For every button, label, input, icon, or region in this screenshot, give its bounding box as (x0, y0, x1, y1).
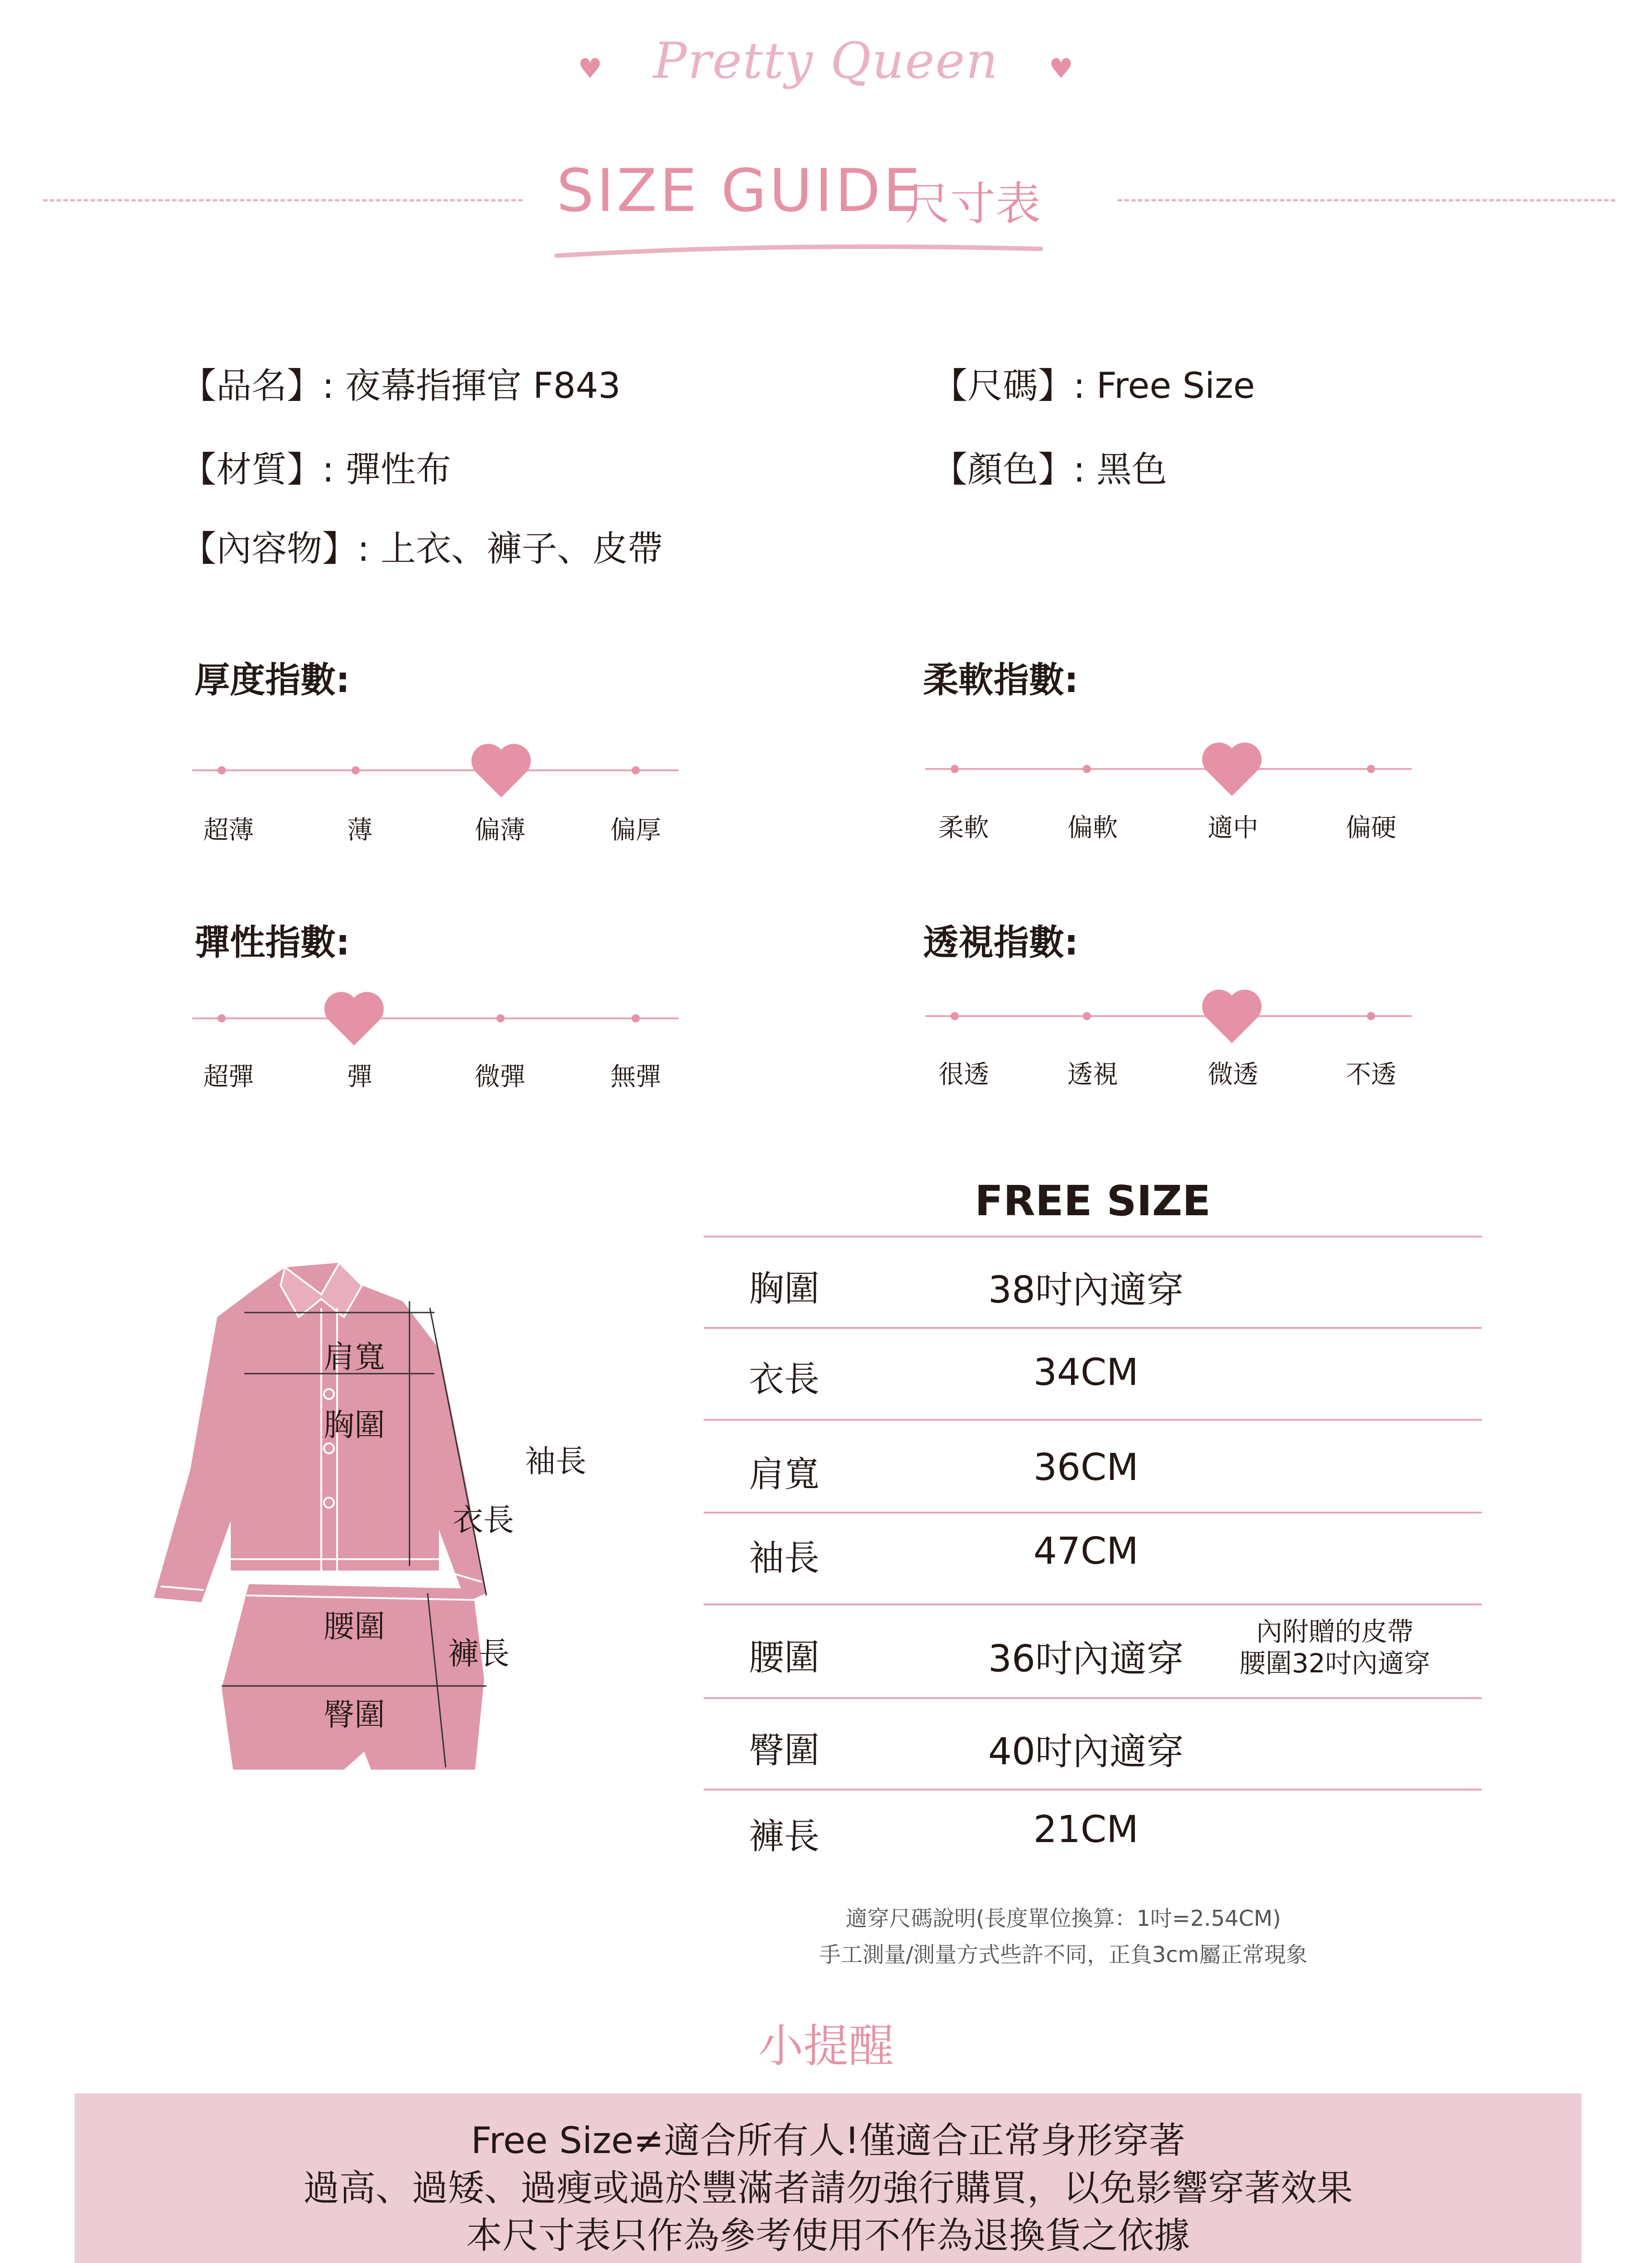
table-row-label: 褲長 (749, 1816, 820, 1857)
title-underline (552, 235, 1050, 263)
reminder-line: 本尺寸表只作為參考使用不作為退換貨之依據 (466, 2215, 1190, 2257)
elasticity-scale-title: 彈性指數: (195, 922, 350, 963)
belt-note-line: 內附贈的皮帶 (1256, 1616, 1414, 1647)
softness-scale-line (925, 768, 1412, 770)
scale-dot (1083, 1012, 1091, 1020)
table-divider (704, 1604, 1482, 1605)
softness-scale-title: 柔軟指數: (923, 660, 1079, 701)
heart-icon: ♥ (578, 53, 603, 85)
table-row-value: 36CM (1033, 1446, 1139, 1489)
thickness-scale-line (192, 769, 679, 771)
scale-dot (352, 766, 360, 774)
brand-header (0, 32, 1652, 90)
table-divider (704, 1419, 1482, 1421)
scale-dot (1083, 765, 1091, 773)
reminder-title: 小提醒 (758, 2020, 894, 2072)
scale-dot (218, 766, 226, 774)
heart-marker-icon (1201, 988, 1262, 1045)
measurement-note: 適穿尺碼說明(長度單位換算：1吋=2.54CM) (845, 1906, 1281, 1931)
table-row-value: 34CM (1033, 1351, 1139, 1394)
figure-label-sleeve: 袖長 (525, 1444, 587, 1480)
reminder-box (75, 2093, 1581, 2263)
title-divider-left (43, 199, 523, 201)
scale-label: 彈 (347, 1062, 372, 1092)
belt-note (1222, 1616, 1448, 1679)
size-table-header: FREE SIZE (975, 1177, 1211, 1225)
heart-marker-icon (324, 990, 385, 1047)
reminder-line: Free Size≠適合所有人!僅適合正常身形穿著 (471, 2120, 1185, 2162)
table-divider (704, 1512, 1482, 1513)
title-divider-right (1118, 199, 1615, 201)
scale-label: 不透 (1346, 1060, 1396, 1089)
heart-marker-icon (471, 742, 532, 799)
scale-dot (496, 1014, 505, 1022)
product-material: 【材質】: 彈性布 (181, 449, 452, 490)
elasticity-scale-line (192, 1017, 679, 1019)
figure-label-length: 衣長 (452, 1503, 514, 1538)
scale-label: 微透 (1208, 1060, 1258, 1089)
measurement-note: 手工測量/測量方式些許不同，正負3cm屬正常現象 (819, 1942, 1308, 1967)
table-divider (704, 1789, 1482, 1790)
figure-label-waist: 腰圍 (324, 1609, 386, 1645)
table-row-value: 47CM (1033, 1530, 1139, 1573)
thickness-scale-title: 厚度指數: (195, 660, 350, 701)
scale-label: 透視 (1067, 1060, 1118, 1089)
scale-dot (1367, 765, 1375, 773)
scale-label: 柔軟 (938, 813, 989, 843)
figure-label-chest: 胸圍 (324, 1408, 386, 1443)
scale-label: 偏硬 (1346, 813, 1396, 843)
scale-dot (632, 1014, 640, 1022)
transparency-scale-line (925, 1015, 1412, 1017)
table-row-label: 腰圍 (749, 1638, 820, 1678)
scale-dot (632, 766, 640, 774)
page-title: SIZE GUIDE (557, 156, 923, 225)
scale-dot (1367, 1012, 1375, 1020)
scale-label: 超薄 (203, 816, 254, 845)
page-title-zh: 尺寸表 (905, 177, 1041, 230)
scale-label: 薄 (347, 816, 372, 845)
transparency-scale-title: 透視指數: (923, 922, 1079, 963)
table-row-value: 38吋內適穿 (988, 1269, 1184, 1312)
scale-label: 偏厚 (610, 816, 661, 845)
table-row-label: 胸圍 (749, 1269, 820, 1309)
figure-label-hip: 臀圍 (324, 1697, 386, 1733)
scale-label: 無彈 (610, 1062, 661, 1092)
scale-label: 微彈 (475, 1062, 525, 1092)
scale-label: 偏薄 (475, 816, 525, 845)
table-divider (704, 1236, 1482, 1237)
belt-note-line: 腰圍32吋內適穿 (1239, 1648, 1430, 1679)
scale-label: 很透 (938, 1060, 989, 1089)
reminder-line: 過高、過矮、過瘦或過於豐滿者請勿強行購買，以免影響穿著效果 (303, 2167, 1353, 2209)
scale-label: 超彈 (203, 1062, 254, 1092)
table-divider (704, 1327, 1482, 1329)
scale-label: 適中 (1208, 813, 1258, 843)
scale-dot (951, 765, 959, 773)
table-row-value: 21CM (1033, 1808, 1139, 1851)
product-color: 【顏色】: 黑色 (932, 449, 1167, 490)
heart-icon: ♥ (1049, 53, 1074, 85)
figure-label-shoulder: 肩寬 (324, 1340, 386, 1375)
table-row-label: 衣長 (749, 1359, 820, 1400)
product-contents: 【內容物】: 上衣、褲子、皮帶 (181, 529, 663, 569)
table-row-value: 40吋內適穿 (988, 1730, 1184, 1773)
table-row-label: 袖長 (749, 1538, 820, 1579)
figure-label-pants-length: 褲長 (448, 1636, 510, 1672)
brand-name: Pretty Queen (653, 32, 999, 90)
product-name: 【品名】: 夜幕指揮官 F843 (181, 366, 621, 406)
product-size: 【尺碼】: Free Size (932, 366, 1255, 406)
scale-dot (218, 1014, 226, 1022)
table-row-label: 臀圍 (749, 1730, 820, 1771)
table-row-value: 36吋內適穿 (988, 1638, 1184, 1681)
heart-marker-icon (1201, 741, 1262, 797)
scale-dot (951, 1012, 959, 1020)
scale-label: 偏軟 (1067, 813, 1118, 843)
table-row-label: 肩寬 (749, 1454, 820, 1495)
table-divider (704, 1697, 1482, 1699)
